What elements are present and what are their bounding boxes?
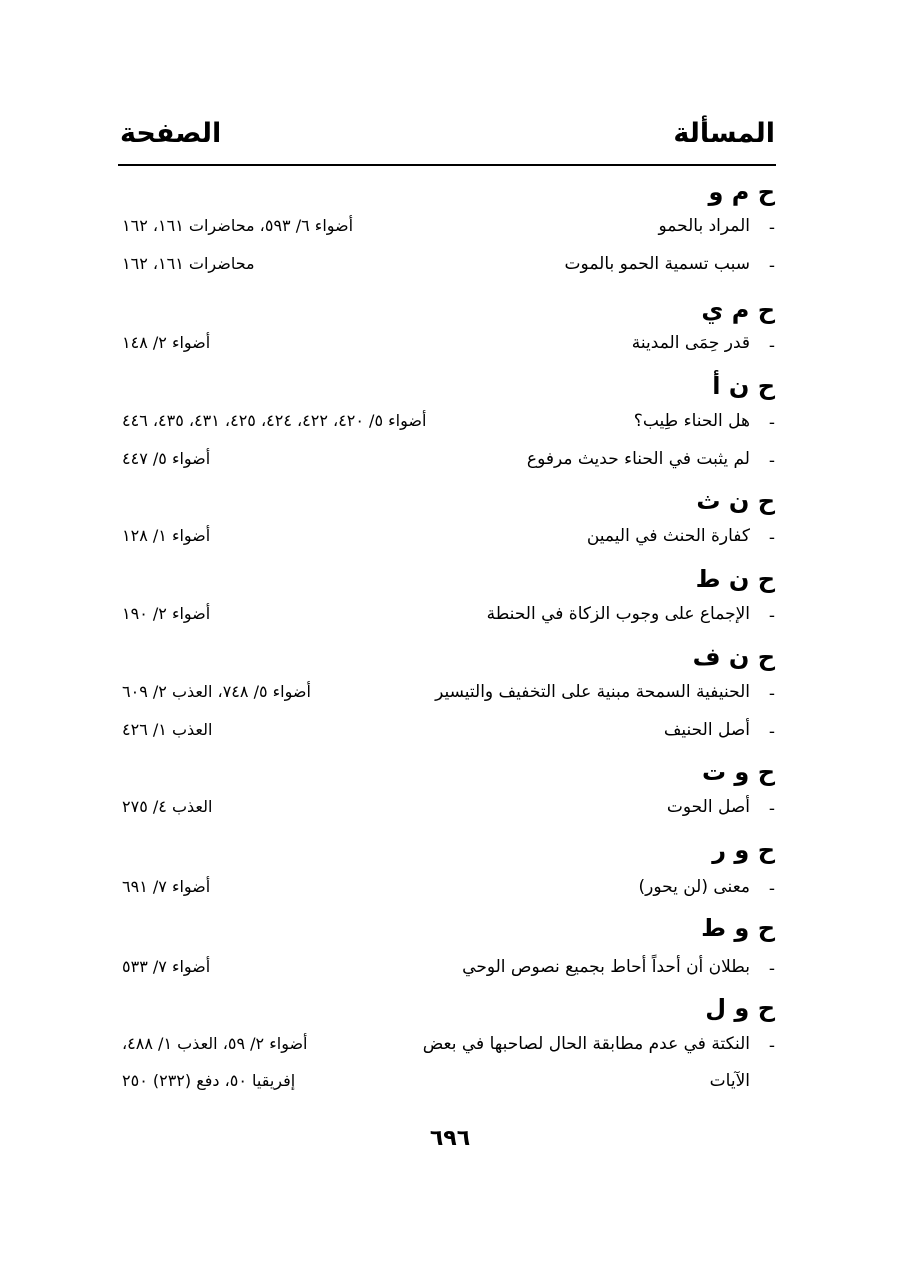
- entry-dash: -: [768, 1036, 775, 1056]
- root-heading: ح ن ث: [696, 487, 775, 515]
- page-number: ٦٩٦: [429, 1126, 471, 1151]
- entry-dash: -: [768, 959, 775, 979]
- entry-ref: أضواء ٥/ ٧٤٨، العذب ٢/ ٦٠٩: [122, 682, 311, 701]
- entry-ref: أضواء ٢/ ١٤٨: [122, 333, 211, 352]
- entry-dash: -: [768, 879, 775, 899]
- page-column-header: الصفحة: [120, 118, 222, 149]
- entry-topic-continuation: الآيات: [709, 1071, 750, 1091]
- root-heading: ح م ي: [701, 296, 775, 324]
- root-heading: ح و ل: [705, 994, 775, 1022]
- entry-ref: أضواء ٥/ ٤٤٧: [122, 449, 211, 468]
- topic-column-header: المسألة: [673, 118, 775, 149]
- root-heading: ح م و: [708, 178, 775, 206]
- entry-ref: أضواء ٦/ ٥٩٣، محاضرات ١٦١، ١٦٢: [122, 216, 354, 235]
- entry-ref: أضواء ٧/ ٦٩١: [122, 877, 211, 896]
- entry-topic: قدر حِمَى المدينة: [631, 333, 750, 353]
- entry-topic: النكتة في عدم مطابقة الحال لصاحبها في بعض: [422, 1034, 750, 1054]
- entry-dash: -: [768, 799, 775, 819]
- entry-topic: بطلان أن أحداً أحاط بجميع نصوص الوحي: [462, 957, 750, 977]
- entry-topic: الحنيفية السمحة مبنية على التخفيف والتيسير: [435, 682, 750, 702]
- entry-dash: -: [768, 218, 775, 238]
- root-heading: ح ن أ: [712, 372, 775, 400]
- entry-ref: أضواء ٧/ ٥٣٣: [122, 957, 211, 976]
- entry-dash: -: [768, 256, 775, 276]
- entry-dash: -: [768, 451, 775, 471]
- entry-ref: أضواء ٥/ ٤٢٠، ٤٢٢، ٤٢٤، ٤٢٥، ٤٣١، ٤٣٥، ٤٤٦: [122, 411, 427, 430]
- entry-dash: -: [768, 528, 775, 548]
- entry-ref: العذب ٤/ ٢٧٥: [122, 797, 213, 816]
- entry-dash: -: [768, 684, 775, 704]
- entry-ref-continuation: إفريقيا ٥٠، دفع (٢٣٢) ٢٥٠: [122, 1071, 296, 1090]
- entry-topic: سبب تسمية الحمو بالموت: [564, 254, 750, 274]
- entry-topic: هل الحناء طِيب؟: [633, 411, 750, 431]
- entry-dash: -: [768, 606, 775, 626]
- entry-topic: أصل الحنيف: [663, 720, 750, 740]
- entry-dash: -: [768, 413, 775, 433]
- entry-ref: محاضرات ١٦١، ١٦٢: [122, 254, 255, 273]
- entry-dash: -: [768, 722, 775, 742]
- entry-topic: المراد بالحمو: [658, 216, 750, 236]
- entry-ref: أضواء ٢/ ١٩٠: [122, 604, 211, 623]
- entry-topic: معنى (لن يحور): [638, 877, 750, 897]
- entry-ref: أضواء ٢/ ٥٩، العذب ١/ ٤٨٨،: [122, 1034, 308, 1053]
- entry-topic: كفارة الحنث في اليمين: [586, 526, 750, 546]
- entry-ref: أضواء ١/ ١٢٨: [122, 526, 211, 545]
- entry-topic: الإجماع على وجوب الزكاة في الحنطة: [486, 604, 750, 624]
- root-heading: ح ن ف: [692, 643, 775, 671]
- entry-topic: أصل الحوت: [666, 797, 750, 817]
- root-heading: ح و ت: [701, 758, 775, 786]
- entry-dash: -: [768, 336, 775, 356]
- root-heading: ح و ر: [712, 836, 775, 864]
- header-rule: [118, 164, 776, 166]
- entry-ref: العذب ١/ ٤٢٦: [122, 720, 213, 739]
- root-heading: ح و ط: [701, 914, 775, 942]
- root-heading: ح ن ط: [695, 565, 775, 593]
- entry-topic: لم يثبت في الحناء حديث مرفوع: [526, 449, 750, 469]
